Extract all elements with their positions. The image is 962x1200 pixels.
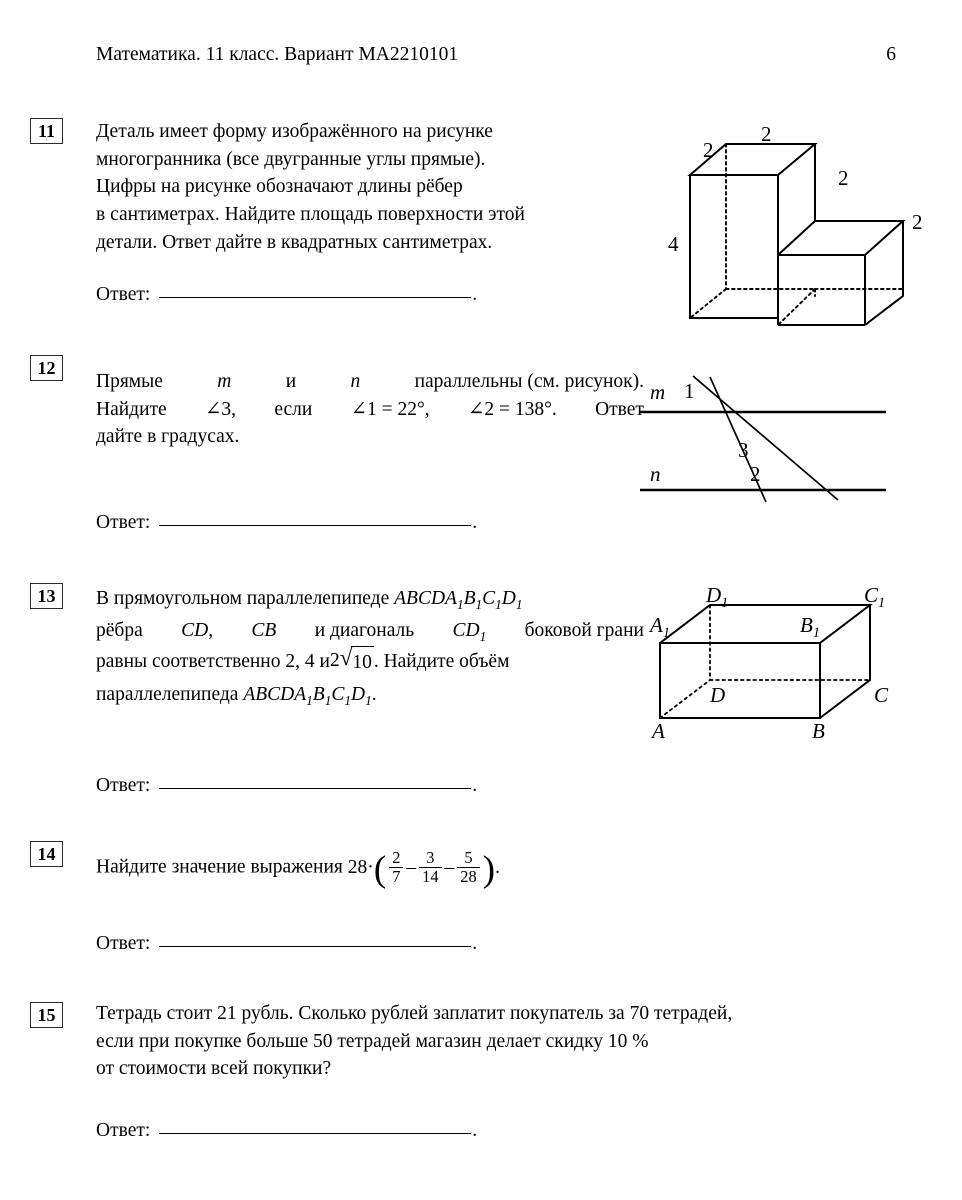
t12-line-n: n xyxy=(350,371,361,392)
task-15-line-1: Тетрадь стоит 21 рубль. Сколько рублей заплатит покупатель за 70 тетрадей, xyxy=(96,1003,733,1024)
t12-angle3: ∠3, xyxy=(205,398,237,420)
task-number-15: 15 xyxy=(30,1002,63,1028)
t12-p4: Ответ xyxy=(595,398,644,420)
answer-blank[interactable] xyxy=(159,524,471,526)
task-12-line-3: дайте в градусах. xyxy=(96,426,240,448)
task-11-line-2: многогранника (все двугранные углы прямые). xyxy=(96,148,486,170)
t14-f2n: 3 xyxy=(426,848,435,867)
t13-p3: и диагональ xyxy=(314,619,415,641)
parallel-lines-label-1: 1 xyxy=(684,379,695,403)
t14-f2d: 14 xyxy=(419,867,441,886)
answer-label: Ответ: xyxy=(96,512,151,533)
parallel-lines-label-n: n xyxy=(650,462,661,486)
answer-blank[interactable] xyxy=(159,296,471,298)
page-number: 6 xyxy=(886,44,896,65)
t14-coef: 28 xyxy=(347,856,368,878)
t13-d1: CD xyxy=(452,619,480,641)
polyhedron-label-2c: 2 xyxy=(838,166,849,190)
page-header xyxy=(96,44,896,66)
t14-f1n: 2 xyxy=(392,848,401,867)
t13-s3: C xyxy=(482,588,496,609)
answer-label: Ответ: xyxy=(96,1120,151,1141)
answer-label: Ответ: xyxy=(96,775,151,796)
answer-period: . xyxy=(472,512,478,533)
t14-minus1: – xyxy=(406,856,417,878)
answer-period: . xyxy=(472,1120,478,1141)
t14-minus2: – xyxy=(444,856,455,878)
t12-p2: параллельны (см. рисунок). xyxy=(414,371,644,392)
task-11-answer xyxy=(96,284,477,306)
figure-parallelepiped xyxy=(648,583,908,748)
task-13-line-4 xyxy=(96,679,644,711)
answer-blank[interactable] xyxy=(159,945,471,947)
polyhedron-label-4: 4 xyxy=(668,232,679,256)
answer-period: . xyxy=(472,775,478,796)
answer-label: Ответ: xyxy=(96,284,151,305)
parallelepiped-label-D: D xyxy=(710,683,726,707)
fraction-3-14 xyxy=(419,849,441,885)
t14-dot: · xyxy=(367,856,374,878)
figure-stepped-polyhedron xyxy=(660,118,940,333)
t13-radcoef: 2 xyxy=(329,650,340,672)
t12-p3: Найдите xyxy=(96,398,167,420)
lbl-D1-base: D xyxy=(706,583,722,607)
t13-diag-cd1 xyxy=(453,615,487,647)
t14-p1: Найдите значение выражения xyxy=(96,856,343,878)
task-14-text xyxy=(96,848,886,890)
t13-radicand: 10 xyxy=(351,646,374,679)
task-number-14: 14 xyxy=(30,841,63,867)
parallel-lines-label-3: 3 xyxy=(738,438,749,462)
lbl-B1-sub: 1 xyxy=(812,625,820,642)
parallelepiped-label-A1 xyxy=(650,613,670,642)
lbl-B1-base: B xyxy=(800,613,813,637)
paren-open-icon: ( xyxy=(373,848,387,890)
lbl-C1-base: C xyxy=(864,583,879,607)
t14-f1d: 7 xyxy=(389,867,403,886)
paren-close-icon: ) xyxy=(482,848,496,890)
lbl-D1-sub: 1 xyxy=(721,595,729,612)
task-11-line-5: детали. Ответ дайте в квадратных сантиметрах. xyxy=(96,231,493,253)
task-13-answer xyxy=(96,775,477,797)
answer-period: . xyxy=(472,933,478,954)
t13-p1: В прямоугольном параллелепипеде xyxy=(96,588,390,609)
task-12-answer xyxy=(96,512,477,534)
t14-period: . xyxy=(495,856,500,878)
answer-period: . xyxy=(472,284,478,305)
t13-e1: CD xyxy=(181,619,209,641)
t13-solid-name-2 xyxy=(243,683,377,708)
task-15-answer xyxy=(96,1120,477,1142)
t12-eq1: ∠1 = 22°, xyxy=(350,398,430,420)
answer-blank[interactable] xyxy=(159,1132,471,1134)
t13-s2: B xyxy=(463,588,476,609)
figure-parallel-lines xyxy=(638,372,898,502)
task-15-text xyxy=(96,1000,886,1083)
task-12-text xyxy=(96,368,644,451)
parallel-lines-label-m: m xyxy=(650,380,666,404)
task-13-line-3 xyxy=(96,646,644,679)
t13-s3b: C xyxy=(331,683,345,705)
t13-sqrt xyxy=(330,645,374,678)
t13-sub4b: 1 xyxy=(365,692,372,708)
t13-d1s: 1 xyxy=(479,628,487,644)
t14-f3n: 5 xyxy=(464,848,473,867)
t13-s2b: B xyxy=(312,683,325,705)
task-13-line-2 xyxy=(96,615,644,647)
t13-p4: боковой грани xyxy=(524,619,644,641)
t13-sub2b: 1 xyxy=(324,692,332,708)
t13-sub3b: 1 xyxy=(344,692,351,708)
t12-and: и xyxy=(285,371,297,392)
t13-c1: , xyxy=(208,619,214,641)
t13-sub3: 1 xyxy=(495,596,502,612)
task-15-line-3: от стоимости всей покупки? xyxy=(96,1058,332,1080)
polyhedron-label-2d: 2 xyxy=(912,210,923,234)
task-11-line-4: в сантиметрах. Найдите площадь поверхности этой xyxy=(96,204,525,226)
t13-s1b: ABCDA xyxy=(243,683,307,705)
parallelepiped-label-C1 xyxy=(864,583,886,612)
t13-s1: ABCDA xyxy=(394,588,457,609)
parallelepiped-label-C: C xyxy=(874,683,889,707)
t14-f3d: 28 xyxy=(457,867,479,886)
task-11-line-3: Цифры на рисунке обозначают длины рёбер xyxy=(96,176,463,198)
t13-solid-name xyxy=(394,588,523,612)
radical-icon: √ xyxy=(339,644,353,671)
t12-if: если xyxy=(274,398,313,420)
t13-p5: равны соответственно 2, 4 и xyxy=(96,651,330,673)
parallel-lines-label-2: 2 xyxy=(750,462,761,486)
task-11-line-1: Деталь имеет форму изображённого на рисунке xyxy=(96,121,493,142)
t13-p2: рёбра xyxy=(96,619,143,641)
task-number-12: 12 xyxy=(30,355,63,381)
task-14-line-1 xyxy=(96,848,886,890)
answer-label: Ответ: xyxy=(96,933,151,954)
parallelepiped-label-B: B xyxy=(812,719,825,743)
task-11-text xyxy=(96,118,644,256)
task-number-11: 11 xyxy=(30,118,63,144)
t13-sub1: 1 xyxy=(456,596,464,612)
t12-p1: Прямые xyxy=(96,371,163,392)
fraction-5-28 xyxy=(457,849,479,885)
t13-edge-cb: CB xyxy=(251,619,277,641)
t13-s4b: D xyxy=(350,683,366,705)
t13-s4: D xyxy=(501,588,516,609)
t13-p8: . xyxy=(371,683,377,705)
task-13-line-1 xyxy=(96,583,644,615)
t13-edge-cd xyxy=(181,615,213,647)
t13-p6: . Найдите объём xyxy=(373,651,510,673)
lbl-C1-sub: 1 xyxy=(878,595,886,612)
t13-sub4: 1 xyxy=(515,596,523,612)
t12-eq2: ∠2 = 138°. xyxy=(467,398,557,420)
task-13-text xyxy=(96,583,644,711)
polyhedron-label-2b: 2 xyxy=(761,122,772,146)
lbl-A1-sub: 1 xyxy=(662,625,670,642)
t13-sub2: 1 xyxy=(475,596,483,612)
t13-sub1b: 1 xyxy=(306,692,313,708)
task-15-line-2: если при покупке больше 50 тетрадей магазин делает скидку 10 % xyxy=(96,1030,649,1052)
answer-blank[interactable] xyxy=(159,787,471,789)
parallelepiped-label-A: A xyxy=(652,719,665,743)
t13-p7: параллелепипеда xyxy=(96,683,239,705)
parallelepiped-label-D1 xyxy=(706,583,729,612)
lbl-A1-base: A xyxy=(650,613,663,637)
t14-expression xyxy=(347,848,500,890)
task-14-answer xyxy=(96,933,477,955)
parallelepiped-label-B1 xyxy=(800,613,820,642)
task-12-line-2 xyxy=(96,396,644,424)
task-number-13: 13 xyxy=(30,583,63,609)
task-12-line-1 xyxy=(96,368,644,396)
fraction-2-7 xyxy=(389,849,403,885)
t12-line-m: m xyxy=(217,371,232,392)
polyhedron-label-2a: 2 xyxy=(703,138,714,162)
header-title: Математика. 11 класс. Вариант МА2210101 xyxy=(96,44,459,65)
